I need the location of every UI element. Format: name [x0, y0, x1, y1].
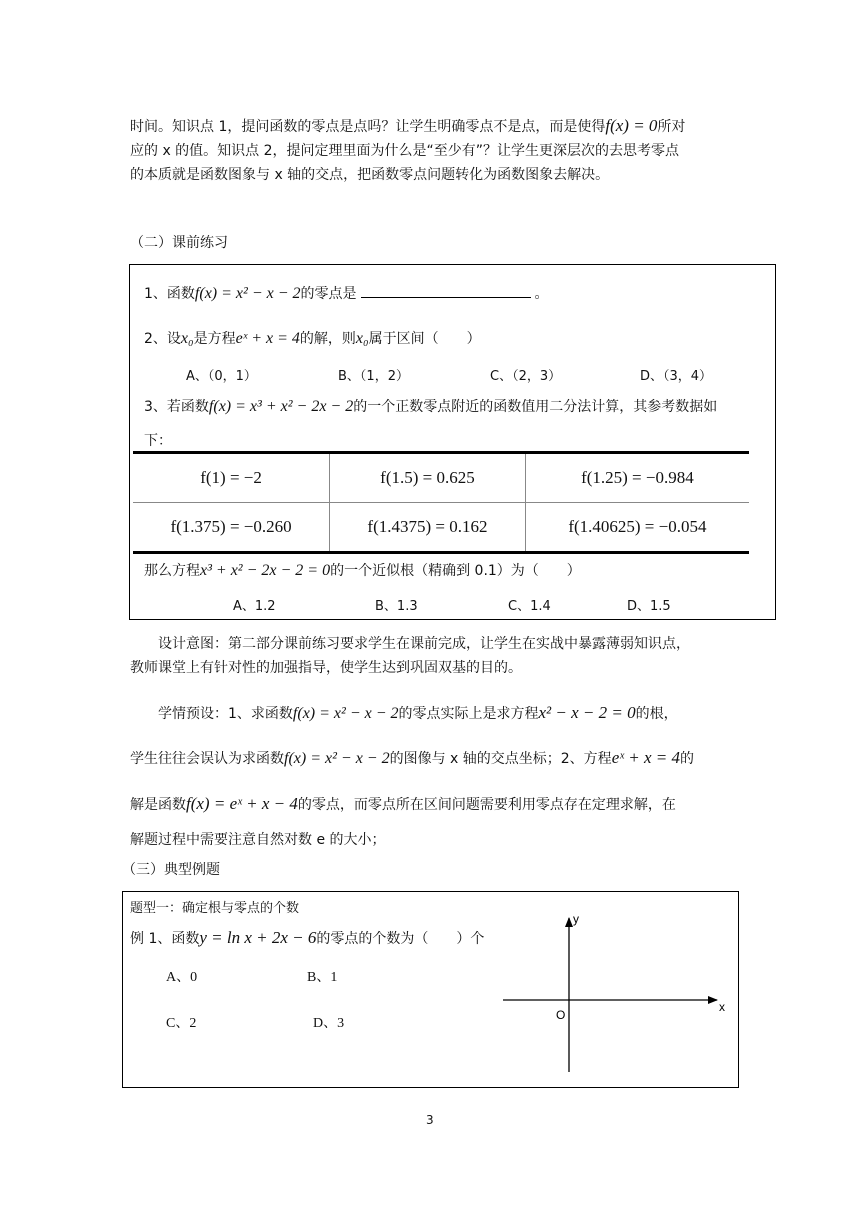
q3-prefix: 3、若函数 [144, 399, 209, 415]
q2-formula: eˣ + x = 4 [235, 330, 300, 347]
x-axis-label: x [719, 1000, 725, 1014]
q2-option-d: D、（3，4） [640, 369, 713, 384]
q3-after-prefix: 那么方程 [144, 563, 200, 579]
table-row [133, 453, 749, 503]
table-cell: f(1.4375) = 0.162 [330, 503, 526, 553]
design-line2: 教师课堂上有针对性的加强指导，使学生达到巩固双基的目的。 [130, 660, 522, 676]
example-option-b: B、1 [307, 970, 338, 985]
q3-suffix: 的一个正数零点附近的函数值用二分法计算，其参考数据如 [353, 399, 718, 415]
preset-line1 [158, 703, 678, 723]
q2-option-c: C、（2，3） [490, 369, 562, 384]
section3-title: （三）典型例题 [122, 862, 220, 878]
table-cell: f(1.5) = 0.625 [330, 453, 526, 503]
intro-line2: 应的 x 的值。知识点 2，提问定理里面为什么是“至少有”？让学生更深层次的去思考零点 [130, 143, 680, 159]
coordinate-axes [495, 910, 735, 1080]
q3-after-formula: x³ + x² − 2x − 2 = 0 [200, 562, 331, 579]
origin-label: O [556, 1008, 566, 1022]
intro-line3: 的本质就是函数图象与 x 轴的交点，把函数零点问题转化为函数图象去解决。 [130, 167, 610, 183]
q2-option-b: B、（1，2） [338, 369, 409, 384]
q2-option-a: A、（0，1） [186, 369, 257, 384]
preset-l2-end: 的 [680, 751, 695, 767]
preset-l1-text: 学情预设：1、求函数 [158, 706, 293, 722]
intro-line1-formula: f(x) = 0 [605, 116, 658, 135]
preset-l2-formula2: eˣ + x = 4 [611, 748, 681, 767]
example-option-c: C、2 [166, 1016, 197, 1031]
preset-line4: 解题过程中需要注意自然对数 e 的大小； [130, 832, 386, 848]
q3-option-a: A、1.2 [233, 599, 276, 614]
preset-l3-formula: f(x) = eˣ + x − 4 [186, 794, 298, 813]
intro-line1-end: 所对 [657, 119, 686, 135]
design-line1: 设计意图：第二部分课前练习要求学生在课前完成，让学生在实战中暴露薄弱知识点， [158, 636, 690, 652]
question-1 [144, 283, 549, 303]
q3-option-b: B、1.3 [375, 599, 418, 614]
q2-var2: x₀ [355, 330, 369, 347]
table-cell: f(1.375) = −0.260 [133, 503, 330, 553]
example-option-d: D、3 [313, 1016, 345, 1031]
table-cell: f(1) = −2 [133, 453, 330, 503]
bisection-table [133, 451, 749, 554]
q3-option-c: C、1.4 [508, 599, 551, 614]
q3-option-d: D、1.5 [627, 599, 671, 614]
q1-end: 。 [534, 286, 549, 302]
q3-line2: 下： [144, 433, 172, 449]
intro-paragraph [130, 114, 740, 187]
q1-prefix: 1、函数 [144, 286, 195, 302]
question-2 [144, 328, 481, 348]
preset-l3-text2: 的零点，而零点所在区间问题需要利用零点存在定理求解，在 [297, 797, 676, 813]
example-option-a: A、0 [166, 970, 198, 985]
table-row [133, 503, 749, 553]
example-suffix: 的零点的个数为（ ）个 [316, 931, 485, 947]
section2-title: （二）课前练习 [130, 235, 228, 251]
q2-var: x₀ [180, 330, 194, 347]
preset-line3 [130, 794, 676, 814]
preset-l2-formula: f(x) = x² − x − 2 [284, 750, 390, 767]
q2-prefix: 2、设 [144, 331, 181, 347]
q3-formula: f(x) = x³ + x² − 2x − 2 [208, 398, 354, 415]
y-axis-label: y [573, 912, 579, 926]
example-prefix: 例 1、函数 [130, 931, 200, 947]
preset-l1-formula2: x² − x − 2 = 0 [538, 703, 636, 722]
q1-formula: f(x) = x² − x − 2 [194, 285, 301, 302]
example-formula: y = ln x + 2x − 6 [199, 928, 317, 947]
preset-l2-text2: 的图像与 x 轴的交点坐标；2、方程 [389, 751, 612, 767]
table-cell: f(1.25) = −0.984 [525, 453, 749, 503]
preset-l1-text2: 的零点实际上是求方程 [398, 706, 539, 722]
question-3 [144, 396, 717, 416]
example-1 [130, 928, 484, 948]
q1-suffix: 的零点是 [300, 286, 357, 302]
q2-mid: 是方程 [193, 331, 236, 347]
preset-l1-end: 的根， [635, 706, 678, 722]
type-title: 题型一：确定根与零点的个数 [130, 901, 300, 916]
table-cell: f(1.40625) = −0.054 [525, 503, 749, 553]
preset-l1-formula: f(x) = x² − x − 2 [292, 705, 399, 722]
q3-after-suffix: 的一个近似根（精确到 0.1）为（ ） [330, 563, 581, 579]
q1-answer-blank [361, 283, 531, 298]
design-paragraph [130, 632, 740, 680]
preset-l3-text: 解是函数 [130, 797, 186, 813]
page-number: 3 [426, 1113, 434, 1127]
q2-suffix: 属于区间（ ） [368, 331, 481, 347]
intro-line1-text: 时间。知识点 1，提问函数的零点是点吗？让学生明确零点不是点，而是使得 [130, 119, 606, 135]
q3-followup [144, 560, 581, 580]
preset-line2 [130, 748, 694, 768]
preset-l2-text: 学生往往会误认为求函数 [130, 751, 284, 767]
q2-mid2: 的解，则 [299, 331, 356, 347]
